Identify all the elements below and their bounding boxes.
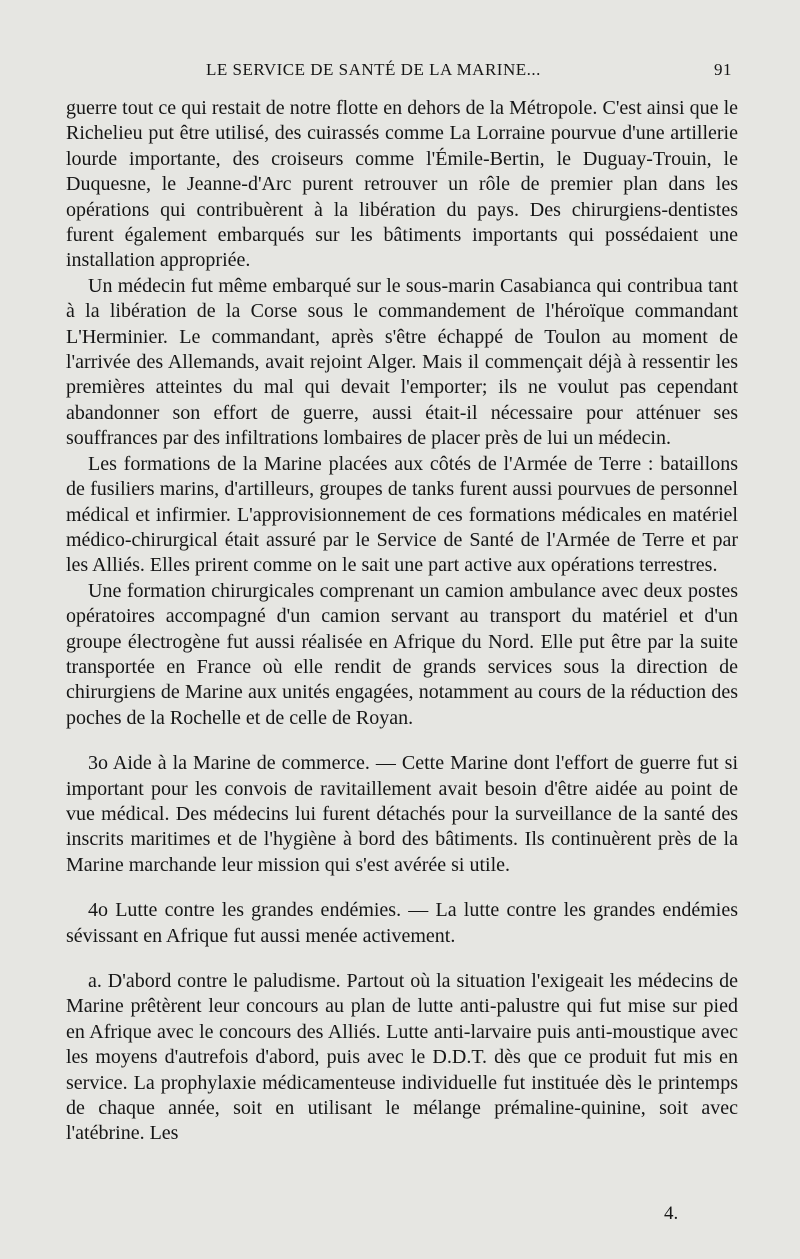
page-header: [66, 60, 738, 84]
running-title: LE SERVICE DE SANTÉ DE LA MARINE...: [206, 60, 541, 79]
paragraph-surgical-unit: Une formation chirurgicales comprenant un camion ambulance avec deux postes opératoires accompagné d'un camion servant au transport du matériel et d'un groupe électrogène fut aussi réalisée en Afrique du Nord. Elle put être par la suite transportée en France où elle rendit de grands services sous la direction de chirurgiens de Marine aux unités engagées, notamment au cours de la réduction des poches de la Rochelle et de celle de Royan.: [66, 579, 738, 729]
paragraph-endemic-diseases: 4o Lutte contre les grandes endémies. — La lutte contre les grandes endémies sévissant en Afrique fut aussi menée activement.: [66, 899, 738, 947]
paragraph-malaria: a. D'abord contre le paludisme. Partout où la situation l'exigeait les médecins de Marine prêtèrent leur concours au plan de lutte anti-palustre qui fut mise sur pied en Afrique avec le concours des Alliés. Lutte anti-larvaire puis anti-moustique avec les moyens d'autrefois d'abord, puis avec le D.D.T. dès que ce produit fut mis en service. La prophylaxie médicamenteuse individuelle fut instituée dès le printemps de chaque année, soit en utilisant le mélange prémaline-quinine, soit avec l'atébrine. Les: [66, 970, 738, 1145]
body-text: [66, 96, 738, 1147]
page-number: 91: [714, 60, 732, 79]
paragraph-merchant-navy: 3o Aide à la Marine de commerce. — Cette Marine dont l'effort de guerre fut si important pour les convois de ravitaillement avait besoin d'être aidée au point de vue médical. Des médecins lui furent détachés pour la surveillance de la santé des inscrits maritimes et de l'hygiène à bord des bâtiments. Ils continuèrent près de la Marine marchande leur mission qui s'est avérée si utile.: [66, 752, 738, 876]
paragraph-land-formations: Les formations de la Marine placées aux côtés de l'Armée de Terre : bataillons de fusiliers marins, d'artilleurs, groupes de tanks furent aussi pourvues de personnel médical et infirmier. L'approvisionnement de ces formations médicales en matériel médico-chirurgical était assuré par le Service de Santé de l'Armée de Terre et par les Alliés. Elles prirent comme on le sait une part active aux opérations terrestres.: [66, 452, 738, 577]
signature-mark: 4.: [664, 1203, 679, 1224]
paragraph-fleet-continuation: guerre tout ce qui restait de notre flotte en dehors de la Métropole. C'est ainsi que le Richelieu put être utilisé, des cuirassés comme La Lorraine pourvue d'une artillerie lourde importante, des croiseurs comme l'Émile-Bertin, le Duguay-Trouin, le Duquesne, le Jeanne-d'Arc purent retrouver un rôle de premier plan dans les opérations qui contribuèrent à la libération du pays. Des chirurgiens-dentistes furent également embarqués sur les bâtiments importants qui possédaient une installation appropriée.: [66, 97, 738, 272]
paragraph-casabianca: Un médecin fut même embarqué sur le sous-marin Casabianca qui contribua tant à la libération de la Corse sous le commandement de l'héroïque commandant L'Herminier. Le commandant, après s'être échappé de Toulon au moment de l'arrivée des Allemands, avait rejoint Alger. Mais il commençait déjà à ressentir les premières atteintes du mal qui devait l'emporter; ils ne voulut pas cependant abandonner son effort de guerre, aussi était-il nécessaire pour atténuer ses souffrances par des infiltrations lombaires de placer près de lui un médecin.: [66, 274, 738, 450]
